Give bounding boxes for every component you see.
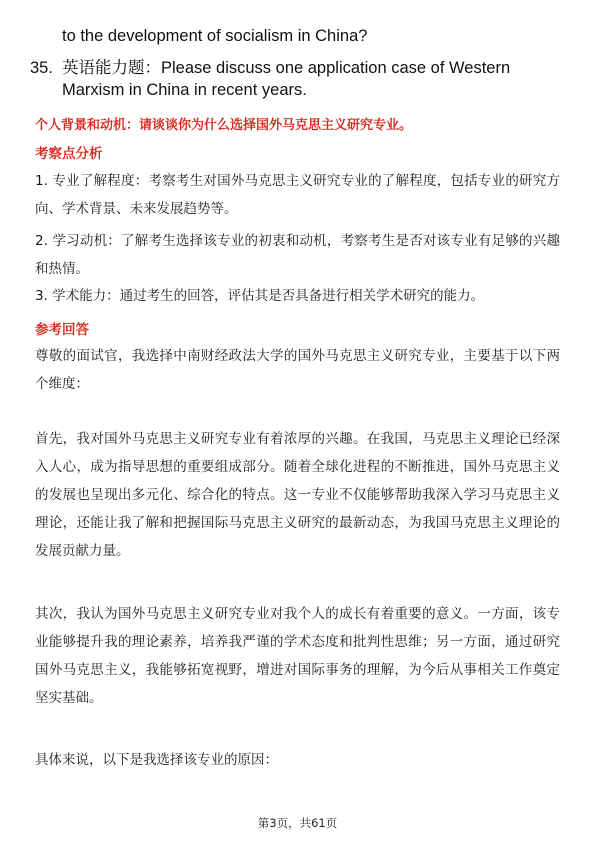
page-footer: 第3页，共61页 — [257, 816, 338, 830]
answer-paragraph-4: 具体来说，以下是我选择该专业的原因： — [35, 752, 278, 768]
answer-paragraph-2: 首先，我对国外马克思主义研究专业有着浓厚的兴趣。在我国，马克思主义理论已经深入人心，成为指导思想的重要组成部分。随着全球化进程的不断推进，国外马克思主义的发展也呈现出多元化、综合化的特点。这一专业不仅能够帮助我深入学习马克思主义理论，还能让我了解和把握国际马克思主义研究的最新动态，为我国马克思主义理论的发展贡献力量。 — [35, 431, 560, 559]
answer-heading: 参考回答 — [35, 322, 89, 338]
analysis-item-1: 1. 专业了解程度：考察考生对国外马克思主义研究专业的了解程度，包括专业的研究方向、学术背景、未来发展趋势等。 — [35, 173, 560, 217]
analysis-item-3: 3. 学术能力：通过考生的回答，评估其是否具备进行相关学术研究的能力。 — [35, 288, 485, 304]
analysis-item-2: 2. 学习动机：了解考生选择该专业的初衷和动机，考察考生是否对该专业有足够的兴趣和热情。 — [35, 233, 560, 277]
question-line-2: Marxism in China in recent years. — [62, 81, 307, 99]
analysis-heading: 考察点分析 — [35, 146, 103, 162]
previous-question-tail: to the development of socialism in China? — [62, 27, 368, 45]
question-line-1: 英语能力题：Please discuss one application case of Western — [62, 59, 511, 77]
answer-paragraph-3: 其次，我认为国外马克思主义研究专业对我个人的成长有着重要的意义。一方面，该专业能够提升我的理论素养，培养我严谨的学术态度和批判性思维；另一方面，通过研究国外马克思主义，我能够拓宽视野，增进对国际事务的理解，为今后从事相关工作奠定坚实基础。 — [35, 606, 560, 706]
answer-paragraph-1: 尊敬的面试官，我选择中南财经政法大学的国外马克思主义研究专业，主要基于以下两个维度： — [35, 348, 560, 392]
prompt-title: 个人背景和动机：请谈谈你为什么选择国外马克思主义研究专业。 — [35, 118, 413, 133]
question-number: 35. — [30, 59, 53, 77]
